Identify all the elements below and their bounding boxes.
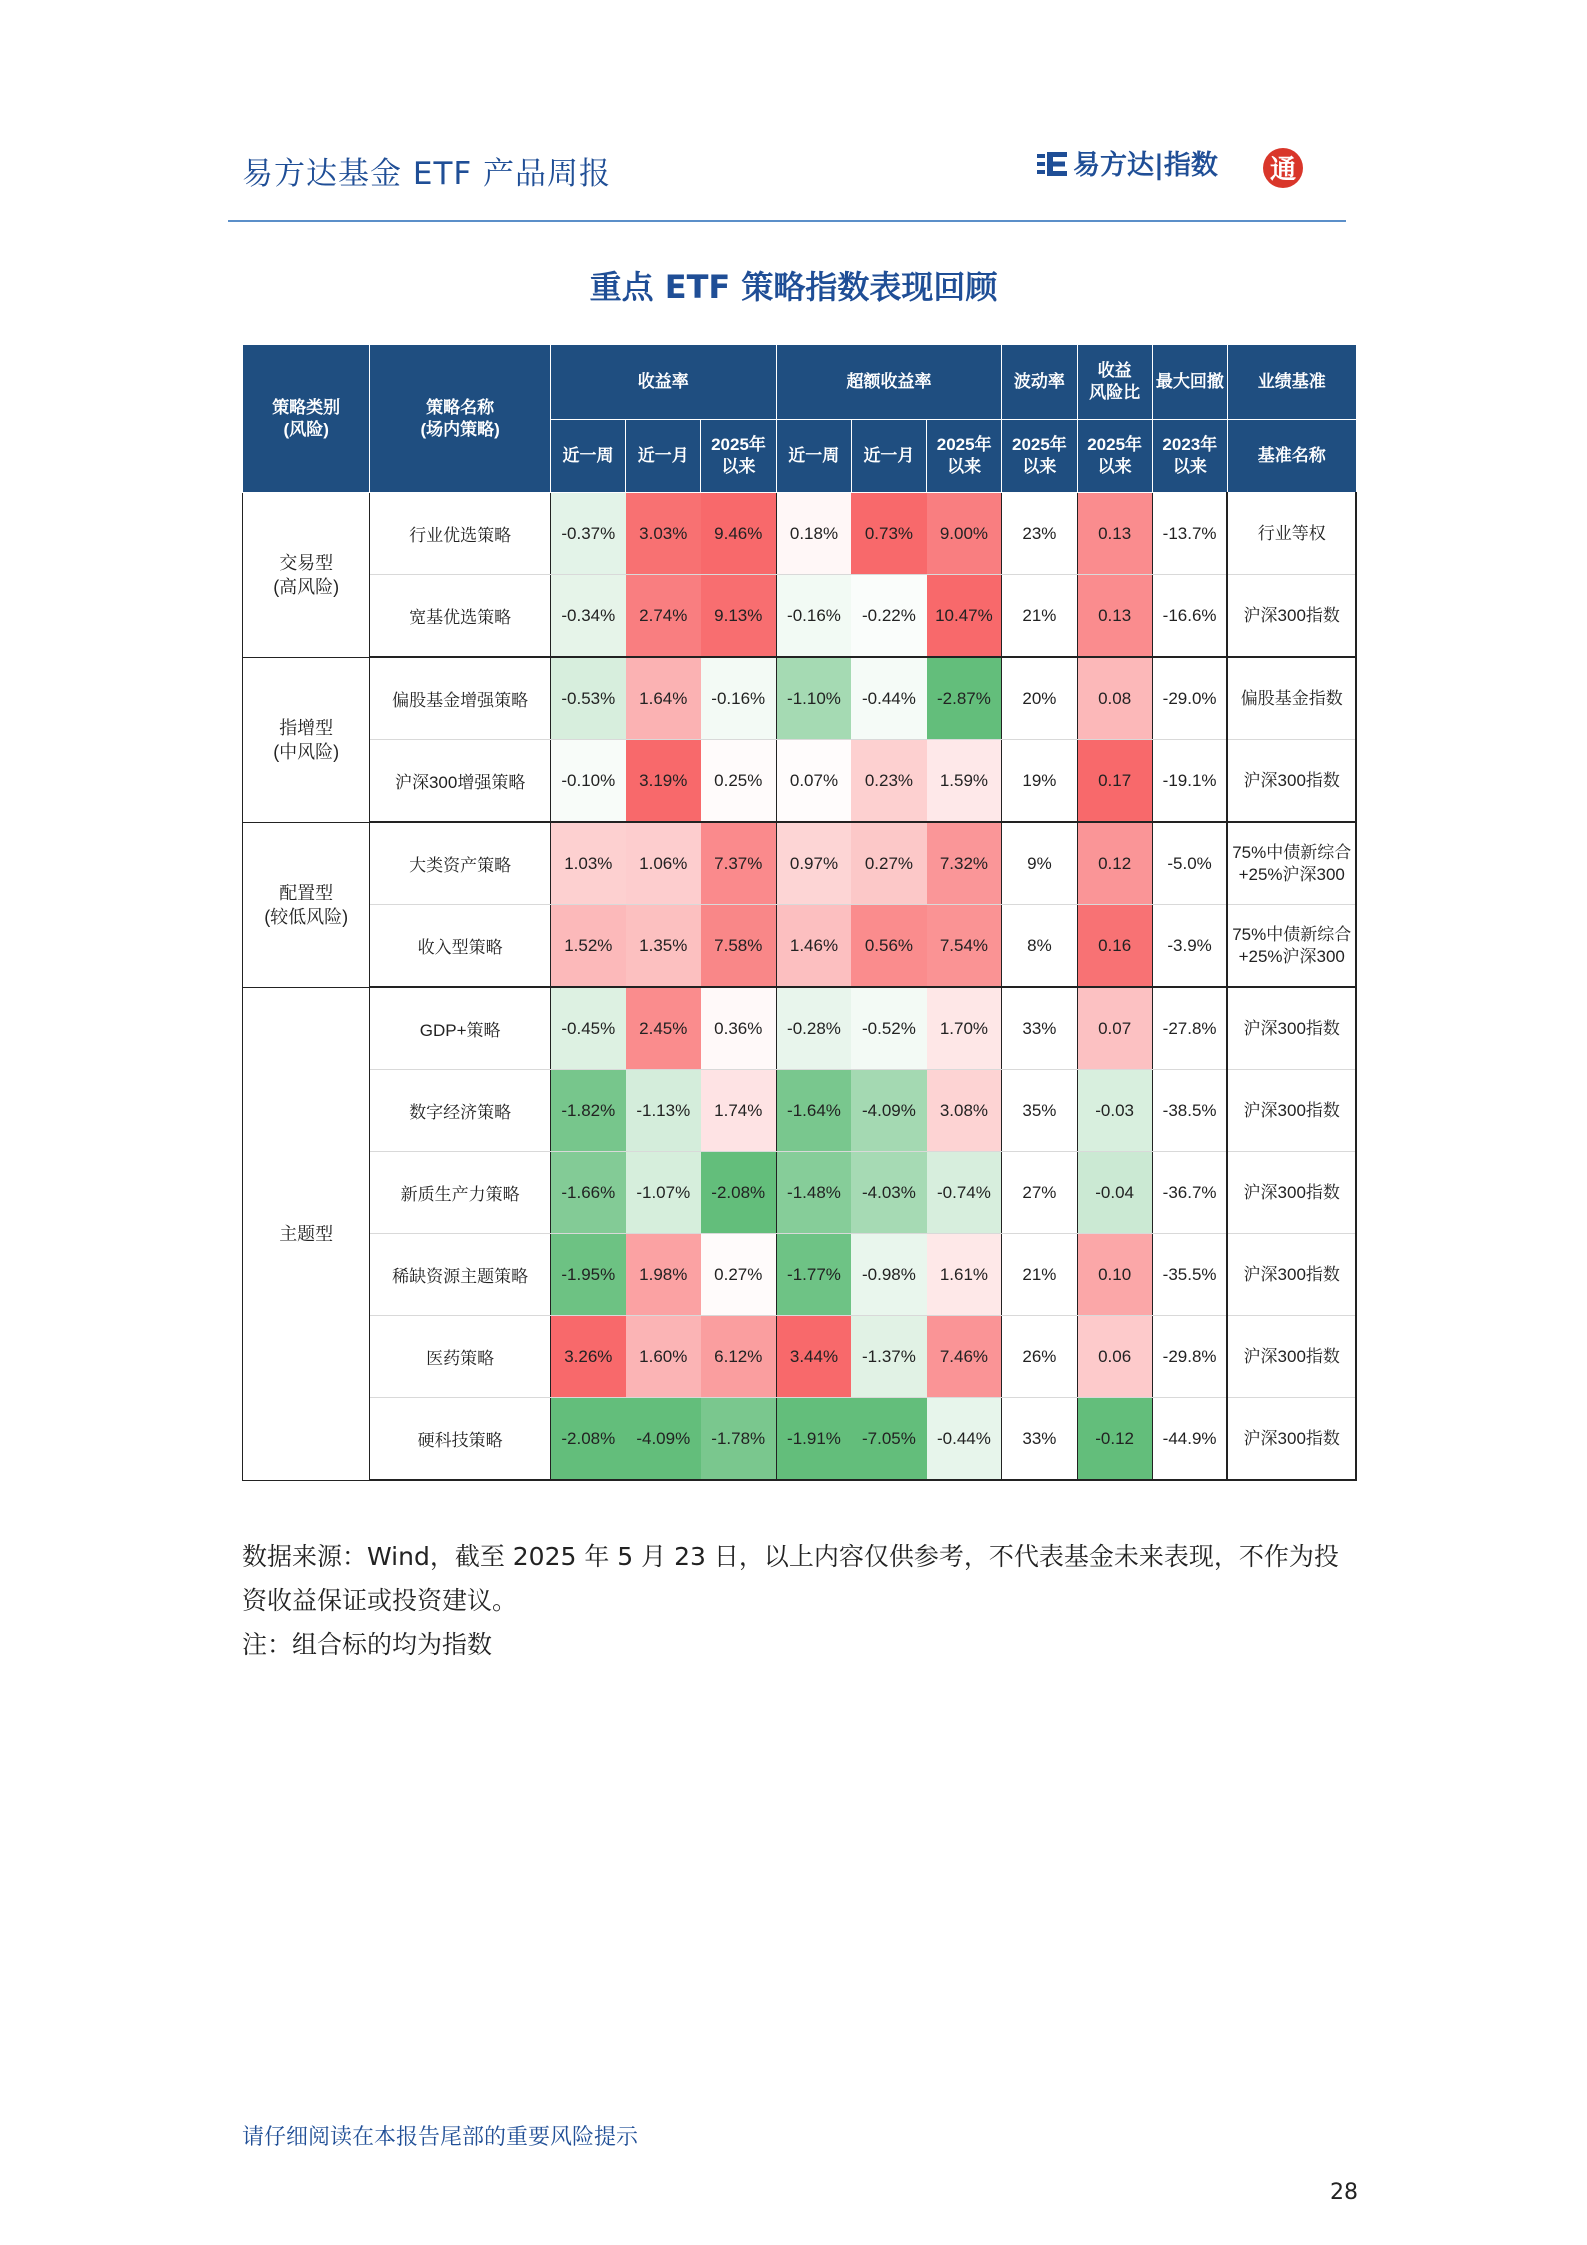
return-cell: 9.46% [701,493,776,575]
max-drawdown-cell: -29.8% [1152,1316,1227,1398]
excess-return-cell: -4.09% [851,1070,926,1152]
table-body [243,493,1357,1481]
return-cell: 6.12% [701,1316,776,1398]
excess-return-cell: 0.27% [851,822,926,905]
excess-return-cell: 7.46% [927,1316,1002,1398]
return-cell: -1.78% [701,1398,776,1481]
col-header-ret-ytd: 2025年 以来 [701,420,776,493]
excess-return-cell: 7.54% [927,905,1002,988]
table-row [243,987,1357,1070]
return-cell: 3.19% [626,740,701,823]
return-cell: 1.74% [701,1070,776,1152]
strategy-name: GDP+策略 [370,987,551,1070]
benchmark-name-cell: 沪深300指数 [1227,1398,1356,1481]
excess-return-cell: 0.18% [776,493,851,575]
return-cell: 1.52% [550,905,625,988]
col-header-benchmark: 业绩基准 [1227,345,1356,420]
max-drawdown-cell: -29.0% [1152,657,1227,740]
excess-return-cell: -0.74% [927,1152,1002,1234]
benchmark-name-cell: 沪深300指数 [1227,740,1356,823]
excess-return-cell: -1.48% [776,1152,851,1234]
benchmark-name-cell: 75%中债新综合 +25%沪深300 [1227,905,1356,988]
strategy-name: 硬科技策略 [370,1398,551,1481]
return-cell: 7.37% [701,822,776,905]
return-cell: -0.16% [701,657,776,740]
volatility-cell: 35% [1002,1070,1077,1152]
excess-return-cell: -1.10% [776,657,851,740]
volatility-cell: 33% [1002,987,1077,1070]
page-number: 28 [1330,2180,1358,2205]
return-risk-ratio-cell: -0.03 [1077,1070,1152,1152]
col-header-dd-2023: 2023年 以来 [1152,420,1227,493]
excess-return-cell: 10.47% [927,575,1002,658]
strategy-name: 数字经济策略 [370,1070,551,1152]
table-row [243,575,1357,658]
brand-logo [1035,140,1307,196]
col-header-volatility: 波动率 [1002,345,1077,420]
excess-return-cell: 3.08% [927,1070,1002,1152]
return-cell: 1.03% [550,822,625,905]
max-drawdown-cell: -19.1% [1152,740,1227,823]
return-risk-ratio-cell: 0.13 [1077,493,1152,575]
volatility-cell: 20% [1002,657,1077,740]
col-header-exc-month: 近一月 [851,420,926,493]
risk-warning: 请仔细阅读在本报告尾部的重要风险提示 [242,2125,639,2150]
excess-return-cell: -0.98% [851,1234,926,1316]
max-drawdown-cell: -13.7% [1152,493,1227,575]
col-header-exc-ytd: 2025年 以来 [927,420,1002,493]
strategy-performance-table [242,344,1357,1481]
table-row [243,905,1357,988]
strategy-name: 沪深300增强策略 [370,740,551,823]
return-risk-ratio-cell: 0.07 [1077,987,1152,1070]
return-cell: -0.10% [550,740,625,823]
table-row [243,493,1357,575]
volatility-cell: 8% [1002,905,1077,988]
col-header-category: 策略类别 (风险) [243,345,370,493]
excess-return-cell: -0.44% [851,657,926,740]
col-header-name: 策略名称 (场内策略) [370,345,551,493]
return-cell: -2.08% [550,1398,625,1481]
return-cell: -1.13% [626,1070,701,1152]
return-risk-ratio-cell: 0.08 [1077,657,1152,740]
volatility-cell: 9% [1002,822,1077,905]
index-note: 注：组合标的均为指数 [242,1630,493,1659]
table-title: 重点 ETF 策略指数表现回顾 [589,268,998,306]
max-drawdown-cell: -36.7% [1152,1152,1227,1234]
excess-return-cell: -0.52% [851,987,926,1070]
excess-return-cell: 1.46% [776,905,851,988]
excess-return-cell: -1.64% [776,1070,851,1152]
excess-return-cell: 7.32% [927,822,1002,905]
return-cell: -2.08% [701,1152,776,1234]
benchmark-name-cell: 沪深300指数 [1227,1070,1356,1152]
category-cell: 主题型 [243,987,370,1480]
logo-mark-icon [1037,152,1067,176]
footnote [242,1535,1362,1667]
return-cell: -1.66% [550,1152,625,1234]
col-header-excess: 超额收益率 [776,345,1002,420]
benchmark-name-cell: 沪深300指数 [1227,1316,1356,1398]
svg-text:通: 通 [1269,155,1297,185]
category-cell: 配置型 (较低风险) [243,822,370,987]
return-cell: -0.34% [550,575,625,658]
strategy-name: 行业优选策略 [370,493,551,575]
excess-return-cell: 0.07% [776,740,851,823]
table-row [243,1152,1357,1234]
col-header-rr-ytd: 2025年 以来 [1077,420,1152,493]
volatility-cell: 21% [1002,575,1077,658]
strategy-name: 稀缺资源主题策略 [370,1234,551,1316]
return-cell: 0.25% [701,740,776,823]
volatility-cell: 27% [1002,1152,1077,1234]
return-risk-ratio-cell: 0.13 [1077,575,1152,658]
return-cell: 3.03% [626,493,701,575]
max-drawdown-cell: -38.5% [1152,1070,1227,1152]
table-row [243,1070,1357,1152]
col-header-max-drawdown: 最大回撤 [1152,345,1227,420]
volatility-cell: 26% [1002,1316,1077,1398]
return-risk-ratio-cell: 0.10 [1077,1234,1152,1316]
return-cell: 1.64% [626,657,701,740]
strategy-name: 宽基优选策略 [370,575,551,658]
return-cell: -1.95% [550,1234,625,1316]
return-risk-ratio-cell: 0.06 [1077,1316,1152,1398]
volatility-cell: 21% [1002,1234,1077,1316]
return-cell: -1.82% [550,1070,625,1152]
excess-return-cell: -0.22% [851,575,926,658]
col-header-return-risk: 收益 风险比 [1077,345,1152,420]
data-source-note: 数据来源：Wind，截至 2025 年 5 月 23 日，以上内容仅供参考，不代表基金未来表现，不作为投资收益保证或投资建议。 [242,1542,1339,1615]
excess-return-cell: 0.97% [776,822,851,905]
max-drawdown-cell: -16.6% [1152,575,1227,658]
volatility-cell: 33% [1002,1398,1077,1481]
table-row [243,1398,1357,1481]
return-cell: -0.37% [550,493,625,575]
col-header-vol-ytd: 2025年 以来 [1002,420,1077,493]
return-cell: -1.07% [626,1152,701,1234]
return-cell: 3.26% [550,1316,625,1398]
return-risk-ratio-cell: 0.16 [1077,905,1152,988]
excess-return-cell: -0.44% [927,1398,1002,1481]
strategy-name: 新质生产力策略 [370,1152,551,1234]
excess-return-cell: 0.56% [851,905,926,988]
return-cell: 1.06% [626,822,701,905]
return-risk-ratio-cell: -0.12 [1077,1398,1152,1481]
return-cell: 0.36% [701,987,776,1070]
excess-return-cell: 3.44% [776,1316,851,1398]
table-row [243,822,1357,905]
return-cell: -0.45% [550,987,625,1070]
max-drawdown-cell: -5.0% [1152,822,1227,905]
max-drawdown-cell: -27.8% [1152,987,1227,1070]
table-row [243,1234,1357,1316]
strategy-name: 收入型策略 [370,905,551,988]
excess-return-cell: 0.73% [851,493,926,575]
col-header-ret-week: 近一周 [550,420,625,493]
col-header-ret-month: 近一月 [626,420,701,493]
col-header-exc-week: 近一周 [776,420,851,493]
excess-return-cell: -0.16% [776,575,851,658]
excess-return-cell: 1.70% [927,987,1002,1070]
return-cell: -0.53% [550,657,625,740]
volatility-cell: 23% [1002,493,1077,575]
return-cell: 2.45% [626,987,701,1070]
excess-return-cell: 0.23% [851,740,926,823]
col-header-return: 收益率 [550,345,776,420]
return-cell: 9.13% [701,575,776,658]
benchmark-name-cell: 沪深300指数 [1227,1152,1356,1234]
return-cell: 2.74% [626,575,701,658]
return-cell: -4.09% [626,1398,701,1481]
svg-text:易方达|指数: 易方达|指数 [1073,150,1218,181]
max-drawdown-cell: -44.9% [1152,1398,1227,1481]
return-risk-ratio-cell: -0.04 [1077,1152,1152,1234]
excess-return-cell: -1.91% [776,1398,851,1481]
strategy-name: 大类资产策略 [370,822,551,905]
strategy-name: 医药策略 [370,1316,551,1398]
header-divider [228,220,1346,222]
return-risk-ratio-cell: 0.12 [1077,822,1152,905]
max-drawdown-cell: -3.9% [1152,905,1227,988]
excess-return-cell: -1.77% [776,1234,851,1316]
benchmark-name-cell: 75%中债新综合 +25%沪深300 [1227,822,1356,905]
excess-return-cell: -7.05% [851,1398,926,1481]
excess-return-cell: -2.87% [927,657,1002,740]
benchmark-name-cell: 偏股基金指数 [1227,657,1356,740]
return-risk-ratio-cell: 0.17 [1077,740,1152,823]
excess-return-cell: -0.28% [776,987,851,1070]
return-cell: 1.98% [626,1234,701,1316]
benchmark-name-cell: 行业等权 [1227,493,1356,575]
return-cell: 1.35% [626,905,701,988]
table-row [243,740,1357,823]
max-drawdown-cell: -35.5% [1152,1234,1227,1316]
table-row [243,1316,1357,1398]
excess-return-cell: 1.61% [927,1234,1002,1316]
strategy-name: 偏股基金增强策略 [370,657,551,740]
category-cell: 交易型 (高风险) [243,493,370,658]
category-cell: 指增型 (中风险) [243,657,370,822]
return-cell: 7.58% [701,905,776,988]
table-row [243,657,1357,740]
excess-return-cell: -1.37% [851,1316,926,1398]
excess-return-cell: 1.59% [927,740,1002,823]
excess-return-cell: 9.00% [927,493,1002,575]
return-cell: 1.60% [626,1316,701,1398]
col-header-bench-name: 基准名称 [1227,420,1356,493]
return-cell: 0.27% [701,1234,776,1316]
volatility-cell: 19% [1002,740,1077,823]
excess-return-cell: -4.03% [851,1152,926,1234]
benchmark-name-cell: 沪深300指数 [1227,575,1356,658]
report-title: 易方达基金 ETF 产品周报 [242,156,612,192]
benchmark-name-cell: 沪深300指数 [1227,987,1356,1070]
benchmark-name-cell: 沪深300指数 [1227,1234,1356,1316]
